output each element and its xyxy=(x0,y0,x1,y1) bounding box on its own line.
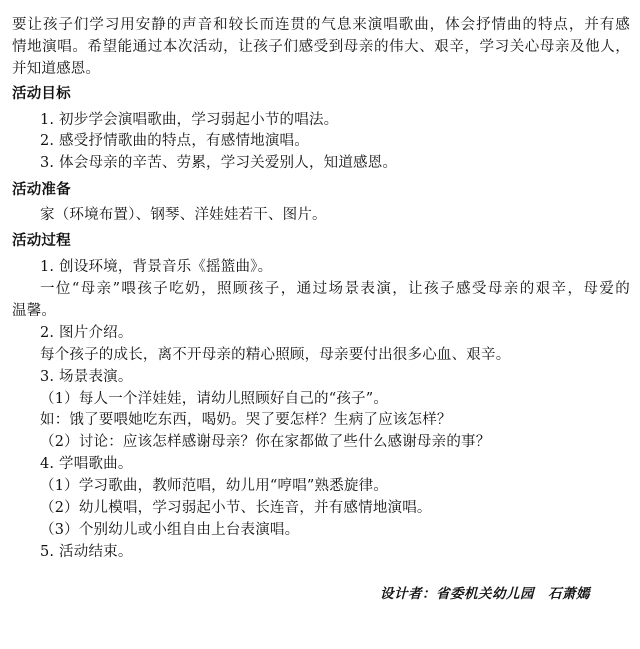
process-step-4-sub-2: （2）幼儿模唱，学习弱起小节、长连音，并有感情地演唱。 xyxy=(40,500,432,516)
process-step-3-sub-2: （2）讨论：应该怎样感谢母亲？你在家都做了些什么感谢母亲的事？ xyxy=(40,434,491,450)
process-step-2-detail: 每个孩子的成长，离不开母亲的精心照顾，母亲要付出很多心血、艰辛。 xyxy=(40,347,511,363)
process-step-1: 1. 创设环境，背景音乐《摇篮曲》。 xyxy=(40,259,273,275)
process-step-1-detail-cont: 温馨。 xyxy=(12,303,57,319)
process-step-3-example: 如：饿了要喂她吃东西，喝奶。哭了要怎样？生病了应该怎样？ xyxy=(40,412,452,428)
intro-line-1: 要让孩子们学习用安静的声音和较长而连贯的气息来演唱歌曲，体会抒情曲的特点，并有感 xyxy=(12,17,630,33)
process-step-4-sub-1: （1）学习歌曲，教师范唱，幼儿用“哼唱”熟悉旋律。 xyxy=(40,478,389,494)
process-step-3: 3. 场景表演。 xyxy=(40,369,133,385)
preparation-heading: 活动准备 xyxy=(12,182,71,198)
goal-item-1: 1. 初步学会演唱歌曲，学习弱起小节的唱法。 xyxy=(40,112,339,128)
goals-heading: 活动目标 xyxy=(12,86,71,102)
preparation-text: 家（环境布置）、钢琴、洋娃娃若干、图片。 xyxy=(40,207,327,223)
designer-credit: 设计者：省委机关幼儿园 石萧嫣 xyxy=(380,586,590,602)
intro-line-2: 情地演唱。希望能通过本次活动，让孩子们感受到母亲的伟大、艰辛，学习关心母亲及他人， xyxy=(12,39,630,55)
process-step-4-sub-3: （3）个别幼儿或小组自由上台表演唱。 xyxy=(40,522,300,538)
goal-item-3: 3. 体会母亲的辛苦、劳累，学习关爱别人，知道感恩。 xyxy=(40,155,398,171)
process-step-2: 2. 图片介绍。 xyxy=(40,325,133,341)
process-step-4: 4. 学唱歌曲。 xyxy=(40,456,133,472)
process-step-3-sub-1: （1）每人一个洋娃娃，请幼儿照顾好自己的“孩子”。 xyxy=(40,391,389,407)
intro-line-3: 并知道感恩。 xyxy=(12,61,101,77)
process-heading: 活动过程 xyxy=(12,233,71,249)
process-step-1-detail: 一位“母亲”喂孩子吃奶，照顾孩子，通过场景表演，让孩子感受母亲的艰辛，母爱的 xyxy=(40,281,630,297)
process-step-5: 5. 活动结束。 xyxy=(40,544,133,560)
goal-item-2: 2. 感受抒情歌曲的特点，有感情地演唱。 xyxy=(40,133,309,149)
